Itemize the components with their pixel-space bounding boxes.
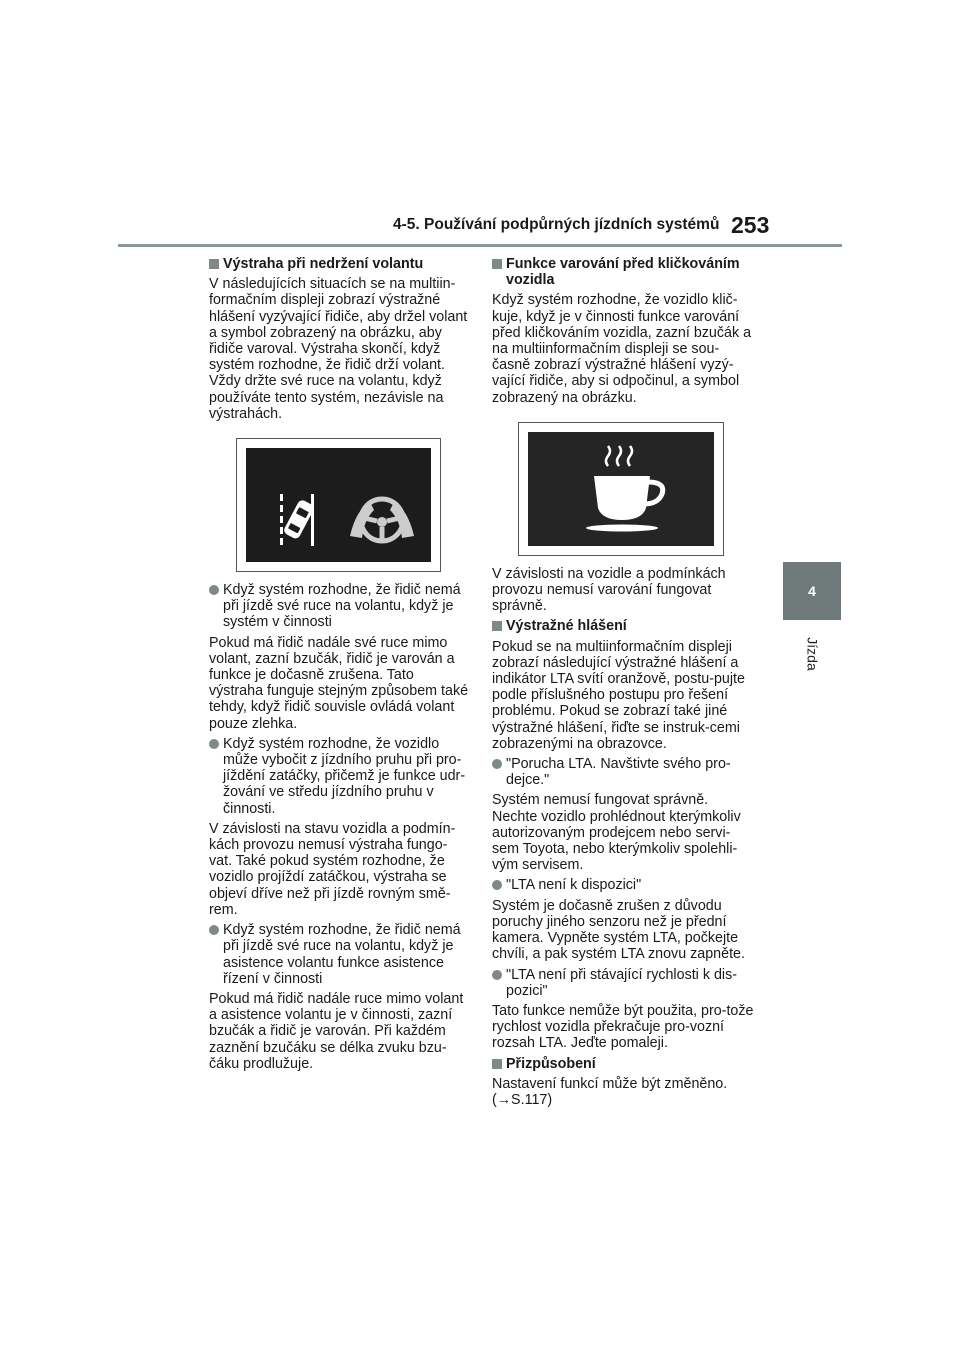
hands-off-warning-figure (236, 438, 441, 572)
heading-text: Výstraha při nedržení volantu (223, 256, 424, 272)
bullet-item (492, 756, 754, 788)
heading-warning-messages (492, 618, 754, 634)
bullet-text: "LTA není k dispozici" (506, 877, 642, 894)
round-bullet-icon (492, 759, 502, 769)
paragraph: V závislosti na stavu vozidla a podmín-kách provozu nemusí výstraha fungo-vat. Také pokud systém rozhodne, že vozidlo projíždí zatáčkou, výstraha se objeví dříve než při jízdě rovným smě-rem. (209, 820, 456, 918)
square-bullet-icon (492, 621, 502, 631)
dashed-lane-icon (280, 494, 283, 545)
bullet-item (209, 582, 469, 631)
bullet-item (209, 736, 469, 817)
heading-text: Funkce varování před kličkováním vozidla (506, 256, 740, 289)
paragraph: Systém nemusí fungovat správně. Nechte vozidlo prohlédnout kterýmkoliv autorizovaným prodejcem nebo servi-sem Toyota, nebo kterýmkoliv spolehli-vým servisem. (492, 792, 741, 874)
paragraph: Pokud se na multiinformačním displeji zobrazí následující výstražné hlášení a indikátor LTA svítí oranžově, postu-pujte podle příslušného postupu pro řešení problému. Pokud se zobrazí také jiné výstražné hlášení, řiďte se instruk-cemi zobrazenými na obrazovce. (492, 638, 745, 752)
bullet-text: "Porucha LTA. Navštivte svého pro-dejce." (506, 756, 731, 789)
bullet-item (209, 922, 469, 987)
car-icon (282, 499, 315, 541)
paragraph: Pokud má řidič nadále ruce mimo volant a asistence volantu je v činnosti, zazní bzučák a řidič je varován. Při každém zaznění bzučáku se délka zvuku bzu-čáku prodlužuje. (209, 990, 464, 1072)
bullet-text: "LTA není při stávající rychlosti k dis-pozici" (506, 966, 737, 999)
chapter-label: Jízda (805, 637, 821, 671)
bullet-item (492, 877, 754, 893)
paragraph: V závislosti na vozidle a podmínkách provozu nemusí varování fungovat správně. (492, 565, 726, 615)
heading-text: Výstražné hlášení (506, 618, 627, 635)
section-title: 4-5. Používání podpůrných jízdních systémů (393, 216, 720, 233)
page-number: 253 (731, 212, 770, 238)
solid-lane-icon (311, 494, 314, 546)
cup-body-icon (594, 476, 650, 520)
paragraph: Systém je dočasně zrušen z důvodu poruchy jiného senzoru než je přední kamera. Vypněte systém LTA, počkejte chvíli, a pak systém LTA znovu zapněte. (492, 897, 745, 963)
chapter-number: 4 (808, 583, 816, 599)
heading-text: Přizpůsobení (506, 1055, 596, 1072)
header-rule (118, 244, 842, 247)
bullet-text: Když systém rozhodne, že vozidlo může vybočit z jízdního pruhu při pro-jíždění zatáčky, přičemž je funkce udr-žování ve středu jízdního pruhu v činnosti. (223, 735, 466, 817)
left-column (209, 256, 469, 1076)
square-bullet-icon (209, 259, 219, 269)
paragraph-with-page-reference: Nastavení funkcí může být změněno. (→S.117) (492, 1075, 728, 1108)
sway-warning-figure (518, 422, 724, 556)
lane-departure-and-steering-wheel-hands-icon (246, 448, 431, 562)
square-bullet-icon (492, 1059, 502, 1069)
saucer-icon (586, 524, 658, 531)
right-column (492, 256, 754, 1112)
paragraph: Když systém rozhodne, že vozidlo klič-kuje, když je v činnosti funkce varování před kličkováním vozidla, zazní bzučák a na multiinformačním displeji se sou-časně zobrazí výstražné hlášení vyzý-vající řidiče, aby si odpočinul, a symbol zobrazený na obrázku. (492, 292, 752, 406)
paragraph: Tato funkce nemůže být použita, pro-tože rychlost vozidla překračuje pro-vozní rozsah LTA. Jeďte pomaleji. (492, 1002, 754, 1052)
round-bullet-icon (492, 970, 502, 980)
bullet-item (492, 967, 754, 999)
chapter-tab (783, 562, 841, 620)
intro-paragraph: V následujících situacích se na multiin-formačním displeji zobrazí výstražné hlášení vyzývající řidiče, aby držel volant a symbol zobrazený na obrázku, aby řidiče varoval. Výstraha skončí, když systém rozhodne, že řidič drží volant. Vždy držte své ruce na volantu, když používáte tento systém, nezávisle na výstrahách. (209, 276, 468, 422)
round-bullet-icon (209, 585, 219, 595)
steam-icon (606, 446, 632, 466)
bullet-text: Když systém rozhodne, že řidič nemá při jízdě své ruce na volantu, když je systém v činnosti (223, 582, 461, 631)
bullet-text: Když systém rozhodne, že řidič nemá při jízdě své ruce na volantu, když je asistence volantu funkce asistence řízení v činnosti (223, 922, 461, 987)
heading-hands-off-warning (209, 256, 469, 272)
round-bullet-icon (492, 880, 502, 890)
display-screen (246, 448, 431, 562)
round-bullet-icon (209, 739, 219, 749)
chapter-side-label (784, 628, 842, 680)
coffee-cup-icon (528, 432, 714, 546)
round-bullet-icon (209, 925, 219, 935)
heading-sway-warning (492, 256, 754, 288)
square-bullet-icon (492, 259, 502, 269)
paragraph: Pokud má řidič nadále své ruce mimo volant, zazní bzučák, řidič je varován a funkce je dočasně zrušena. Tato výstraha funguje stejným způsobem také tehdy, když řidič souvisle ovládá volant pouze zlehka. (209, 634, 469, 732)
heading-customization (492, 1056, 754, 1072)
display-screen (528, 432, 714, 546)
